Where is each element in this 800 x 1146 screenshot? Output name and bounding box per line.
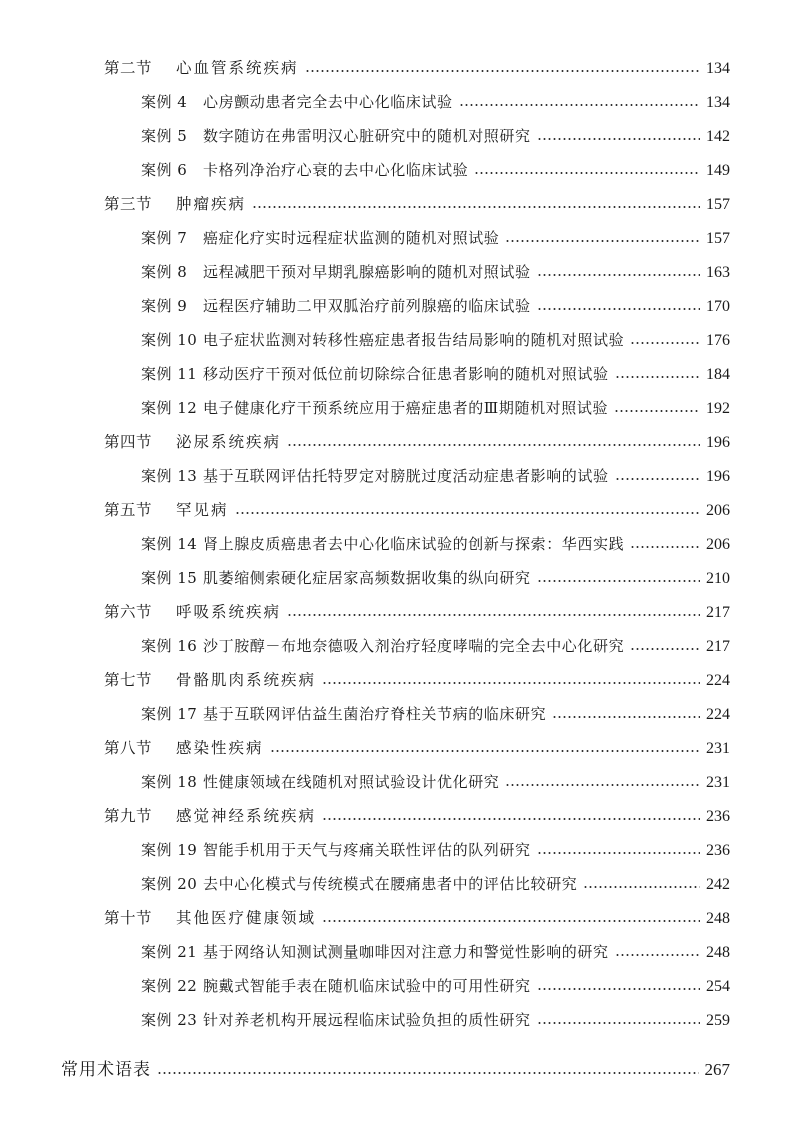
dot-leader xyxy=(157,1072,699,1074)
section-number: 第五节 xyxy=(104,501,153,519)
case-title: 针对养老机构开展远程临床试验负担的质性研究 xyxy=(203,1011,531,1029)
section-title: 心血管系统疾病 xyxy=(176,59,299,77)
dot-leader xyxy=(552,716,700,718)
section-title: 呼吸系统疾病 xyxy=(176,603,282,621)
case-title: 肌萎缩侧索硬化症居家高频数据收集的纵向研究 xyxy=(203,569,531,587)
dot-leader xyxy=(459,104,700,106)
toc-entry-case[interactable] xyxy=(141,971,730,1001)
toc-entry-appendix[interactable] xyxy=(61,1055,730,1085)
dot-leader xyxy=(537,852,700,854)
page-number: 217 xyxy=(706,638,730,655)
dot-leader xyxy=(537,988,700,990)
case-title: 心房颤动患者完全去中心化临床试验 xyxy=(203,93,453,111)
toc-entry-case[interactable] xyxy=(141,563,730,593)
case-title: 癌症化疗实时远程症状监测的随机对照试验 xyxy=(203,229,500,247)
case-number: 案例 6 xyxy=(141,161,188,179)
dot-leader xyxy=(322,818,700,820)
case-number: 案例 23 xyxy=(141,1011,198,1029)
toc-entry-case[interactable] xyxy=(141,121,730,151)
case-number: 案例 4 xyxy=(141,93,188,111)
toc-entry-section[interactable] xyxy=(104,189,730,219)
section-number: 第二节 xyxy=(104,59,153,77)
section-title: 其他医疗健康领域 xyxy=(176,909,317,927)
dot-leader xyxy=(474,172,700,174)
toc-entry-case[interactable] xyxy=(141,325,730,355)
case-number: 案例 11 xyxy=(141,365,198,383)
case-title: 腕戴式智能手表在随机临床试验中的可用性研究 xyxy=(203,977,531,995)
page-number: 248 xyxy=(706,944,730,961)
case-number: 案例 12 xyxy=(141,399,198,417)
case-number: 案例 5 xyxy=(141,127,188,145)
case-title: 沙丁胺醇－布地奈德吸入剂治疗轻度哮喘的完全去中心化研究 xyxy=(203,637,625,655)
page-number: 224 xyxy=(706,706,730,723)
section-number: 第六节 xyxy=(104,603,153,621)
dot-leader xyxy=(537,274,700,276)
page-number: 176 xyxy=(706,332,730,349)
case-number: 案例 18 xyxy=(141,773,198,791)
toc-entry-section[interactable] xyxy=(104,597,730,627)
page-number: 184 xyxy=(706,366,730,383)
toc-entry-case[interactable] xyxy=(141,529,730,559)
page-number: 196 xyxy=(706,468,730,485)
appendix-title: 常用术语表 xyxy=(61,1060,151,1080)
dot-leader xyxy=(287,444,700,446)
page-number: 157 xyxy=(706,230,730,247)
case-number: 案例 20 xyxy=(141,875,198,893)
section-number: 第四节 xyxy=(104,433,153,451)
page-number: 236 xyxy=(706,808,730,825)
case-title: 肾上腺皮质癌患者去中心化临床试验的创新与探索：华西实践 xyxy=(203,535,625,553)
page-number: 157 xyxy=(706,196,730,213)
toc-entry-case[interactable] xyxy=(141,223,730,253)
section-number: 第八节 xyxy=(104,739,153,757)
page-number: 248 xyxy=(706,910,730,927)
section-number: 第七节 xyxy=(104,671,153,689)
case-number: 案例 15 xyxy=(141,569,198,587)
toc-entry-section[interactable] xyxy=(104,801,730,831)
section-title: 罕见病 xyxy=(176,501,229,519)
page-number: 206 xyxy=(706,536,730,553)
case-title: 电子健康化疗干预系统应用于癌症患者的Ⅲ期随机对照试验 xyxy=(203,399,609,417)
case-title: 远程医疗辅助二甲双胍治疗前列腺癌的临床试验 xyxy=(203,297,531,315)
section-title: 感染性疾病 xyxy=(176,739,264,757)
page-number: 142 xyxy=(706,128,730,145)
dot-leader xyxy=(252,206,700,208)
case-number: 案例 13 xyxy=(141,467,198,485)
page-number: 267 xyxy=(704,1060,730,1079)
toc-entry-case[interactable] xyxy=(141,835,730,865)
dot-leader xyxy=(630,342,700,344)
toc-entry-section[interactable] xyxy=(104,427,730,457)
page-number: 149 xyxy=(706,162,730,179)
case-number: 案例 16 xyxy=(141,637,198,655)
toc-entry-case[interactable] xyxy=(141,359,730,389)
dot-leader xyxy=(322,920,700,922)
page-number: 170 xyxy=(706,298,730,315)
dot-leader xyxy=(630,546,700,548)
dot-leader xyxy=(615,478,700,480)
toc-entry-case[interactable] xyxy=(141,937,730,967)
toc-entry-case[interactable] xyxy=(141,461,730,491)
case-title: 智能手机用于天气与疼痛关联性评估的队列研究 xyxy=(203,841,531,859)
toc-entry-case[interactable] xyxy=(141,767,730,797)
case-title: 基于互联网评估益生菌治疗脊柱关节病的临床研究 xyxy=(203,705,547,723)
dot-leader xyxy=(537,1022,700,1024)
toc-entry-case[interactable] xyxy=(141,631,730,661)
case-number: 案例 22 xyxy=(141,977,198,995)
case-title: 数字随访在弗雷明汉心脏研究中的随机对照研究 xyxy=(203,127,531,145)
toc-entry-case[interactable] xyxy=(141,291,730,321)
case-number: 案例 21 xyxy=(141,943,198,961)
case-number: 案例 8 xyxy=(141,263,188,281)
case-number: 案例 7 xyxy=(141,229,188,247)
toc-entry-section[interactable] xyxy=(104,665,730,695)
toc-entry-case[interactable] xyxy=(141,257,730,287)
toc-entry-case[interactable] xyxy=(141,87,730,117)
dot-leader xyxy=(615,954,700,956)
case-number: 案例 9 xyxy=(141,297,188,315)
dot-leader xyxy=(270,750,700,752)
dot-leader xyxy=(583,886,700,888)
page-number: 254 xyxy=(706,978,730,995)
case-title: 卡格列净治疗心衰的去中心化临床试验 xyxy=(203,161,469,179)
dot-leader xyxy=(305,70,700,72)
case-title: 远程减肥干预对早期乳腺癌影响的随机对照试验 xyxy=(203,263,531,281)
case-title: 基于互联网评估托特罗定对膀胱过度活动症患者影响的试验 xyxy=(203,467,609,485)
case-number: 案例 19 xyxy=(141,841,198,859)
case-number: 案例 10 xyxy=(141,331,198,349)
page-number: 242 xyxy=(706,876,730,893)
dot-leader xyxy=(537,580,700,582)
case-number: 案例 17 xyxy=(141,705,198,723)
toc-entry-section[interactable] xyxy=(104,903,730,933)
page-number: 210 xyxy=(706,570,730,587)
page-number: 231 xyxy=(706,774,730,791)
page-number: 259 xyxy=(706,1012,730,1029)
page-number: 192 xyxy=(706,400,730,417)
toc-entry-case[interactable] xyxy=(141,1005,730,1035)
dot-leader xyxy=(614,410,700,412)
page-number: 224 xyxy=(706,672,730,689)
page-number: 236 xyxy=(706,842,730,859)
dot-leader xyxy=(322,682,700,684)
page-number: 134 xyxy=(706,60,730,77)
page-number: 134 xyxy=(706,94,730,111)
section-number: 第十节 xyxy=(104,909,153,927)
page-number: 196 xyxy=(706,434,730,451)
section-title: 骨骼肌肉系统疾病 xyxy=(176,671,317,689)
page-number: 217 xyxy=(706,604,730,621)
page-number: 163 xyxy=(706,264,730,281)
toc-entry-section[interactable] xyxy=(104,733,730,763)
dot-leader xyxy=(235,512,700,514)
section-title: 肿瘤疾病 xyxy=(176,195,247,213)
page-number: 206 xyxy=(706,502,730,519)
section-title: 泌尿系统疾病 xyxy=(176,433,282,451)
dot-leader xyxy=(630,648,700,650)
toc-entry-case[interactable] xyxy=(141,155,730,185)
dot-leader xyxy=(287,614,700,616)
case-title: 性健康领域在线随机对照试验设计优化研究 xyxy=(203,773,500,791)
dot-leader xyxy=(505,784,700,786)
case-title: 基于网络认知测试测量咖啡因对注意力和警觉性影响的研究 xyxy=(203,943,609,961)
toc-entry-case[interactable] xyxy=(141,699,730,729)
case-title: 移动医疗干预对低位前切除综合征患者影响的随机对照试验 xyxy=(203,365,609,383)
dot-leader xyxy=(615,376,700,378)
dot-leader xyxy=(537,138,700,140)
section-number: 第三节 xyxy=(104,195,153,213)
toc-entry-case[interactable] xyxy=(141,393,730,423)
dot-leader xyxy=(505,240,700,242)
section-title: 感觉神经系统疾病 xyxy=(176,807,317,825)
case-number: 案例 14 xyxy=(141,535,198,553)
case-title: 电子症状监测对转移性癌症患者报告结局影响的随机对照试验 xyxy=(203,331,625,349)
toc-entry-section[interactable] xyxy=(104,53,730,83)
dot-leader xyxy=(537,308,700,310)
section-number: 第九节 xyxy=(104,807,153,825)
toc-entry-section[interactable] xyxy=(104,495,730,525)
page-number: 231 xyxy=(706,740,730,757)
toc-entry-case[interactable] xyxy=(141,869,730,899)
case-title: 去中心化模式与传统模式在腰痛患者中的评估比较研究 xyxy=(203,875,578,893)
